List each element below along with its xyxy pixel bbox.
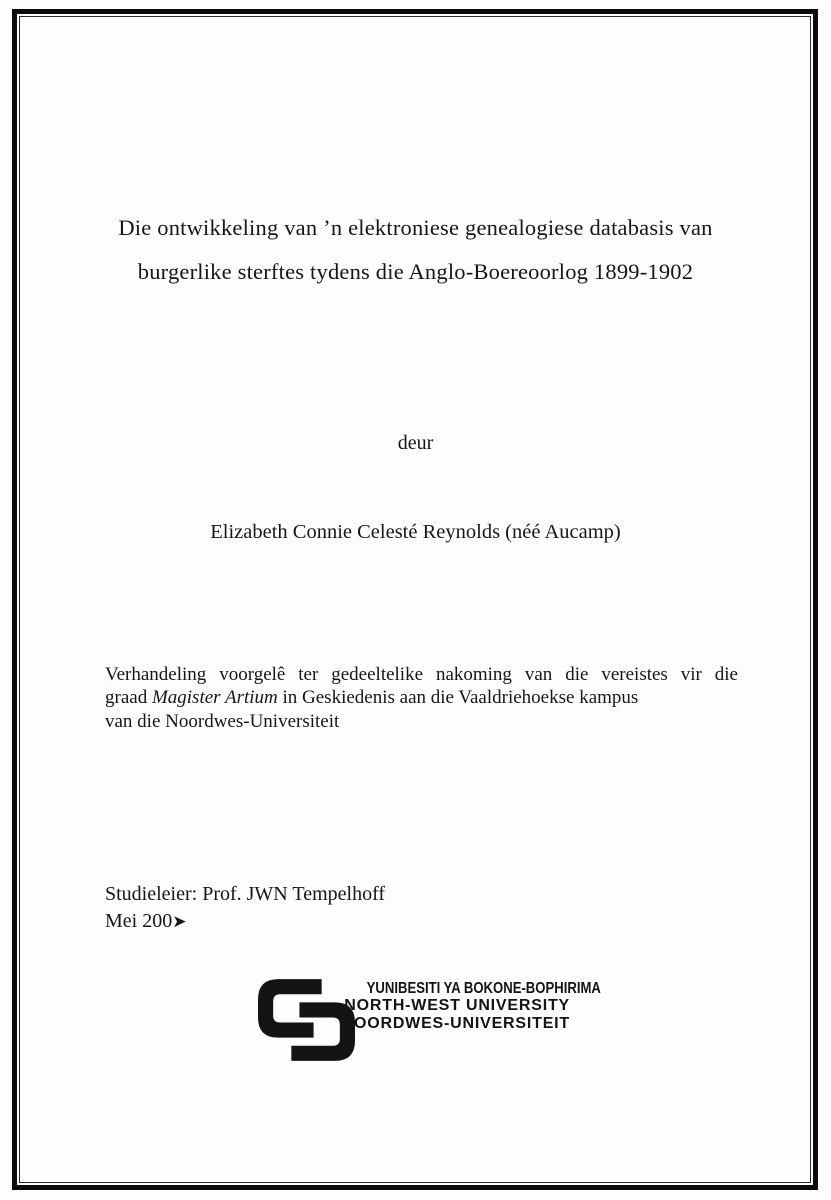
- degree-line2-post: in Geskiedenis aan die Vaaldriehoekse kampus: [277, 687, 639, 709]
- logo-line-english: NORTH-WEST UNIVERSITY: [344, 997, 570, 1015]
- logo-line-setswana: YUNIBESITI YA BOKONE-BOPHIRIMA: [366, 980, 601, 997]
- supervisor-block: [105, 881, 385, 935]
- degree-statement-line3: van die Noordwes-Universiteit: [105, 710, 340, 732]
- degree-statement-line1: Verhandeling voorgelê ter gedeeltelike nakoming van die vereistes vir die: [105, 664, 738, 685]
- date-prefix: Mei 200: [105, 909, 173, 932]
- degree-line2-pre: graad: [105, 687, 152, 709]
- date-line: [105, 908, 385, 936]
- degree-name-italic: Magister Artium: [151, 687, 278, 709]
- thesis-title-line1: Die ontwikkeling van ’n elektroniese genealogiese databasis van: [118, 215, 713, 240]
- thesis-title-line2: burgerlike sterftes tydens die Anglo-Boereoorlog 1899-1902: [137, 259, 694, 284]
- scanned-seven-glyph: ➤: [172, 911, 187, 932]
- degree-statement: [105, 663, 738, 733]
- nwu-logo-wordmark: [322, 980, 601, 1032]
- degree-statement-line2: [105, 686, 738, 709]
- thesis-title: [0, 206, 831, 294]
- supervisor-line: Studieleier: Prof. JWN Tempelhoff: [105, 883, 386, 905]
- logo-line-afrikaans: NOORDWES-UNIVERSITEIT: [341, 1014, 570, 1032]
- author-name: Elizabeth Connie Celesté Reynolds (néé Aucamp): [210, 521, 621, 543]
- byline-deur: deur: [397, 432, 434, 454]
